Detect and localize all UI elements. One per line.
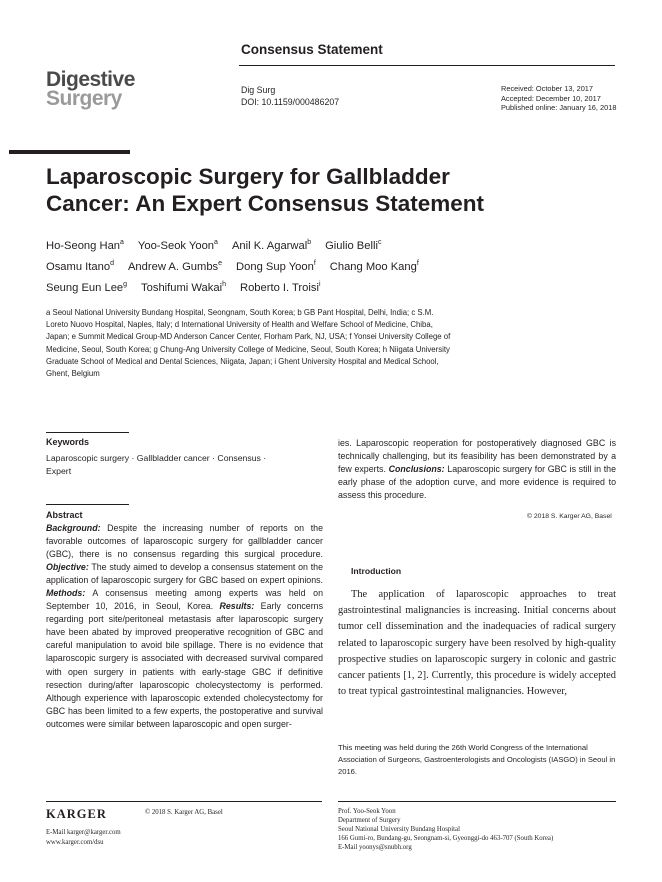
author-name: Anil K. Agarwal bbox=[231, 240, 308, 252]
continued-text: ies. Laparoscopic reoperation for postoperatively diagnosed GBC is technically challenging, but its feasibility has been demonstrated by a few experts. bbox=[338, 438, 616, 475]
author bbox=[232, 240, 311, 252]
journal-name: Dig Surg bbox=[241, 85, 276, 95]
corr-email[interactable]: E-Mail yoonys@snubh.org bbox=[338, 843, 412, 851]
logo-line2: Surgery bbox=[46, 87, 122, 110]
author-name: Seung Eun Lee bbox=[46, 282, 124, 294]
author-affiliation-marker: c bbox=[377, 239, 382, 246]
abstract-body bbox=[46, 522, 323, 731]
header-rule bbox=[239, 65, 615, 66]
objective-label: Objective: bbox=[46, 562, 89, 573]
abstract-copyright: © 2018 S. Karger AG, Basel bbox=[527, 513, 612, 520]
affiliations bbox=[46, 307, 618, 380]
keywords-text bbox=[46, 452, 321, 478]
author-affiliation-marker: f bbox=[313, 260, 316, 267]
affiliation-line: Ghent, Belgium bbox=[46, 369, 100, 379]
abstract-heading: Abstract bbox=[46, 510, 83, 520]
author bbox=[141, 282, 226, 294]
author-name: Roberto I. Troisi bbox=[239, 282, 319, 294]
doi[interactable]: DOI: 10.1159/000486207 bbox=[241, 97, 340, 107]
affiliation-line: Japan; e Summit Medical Group-MD Anderson Cancer Center, Florham Park, NJ, USA; f Yonsei University College of bbox=[46, 332, 451, 342]
author-name: Ho-Seong Han bbox=[46, 240, 121, 252]
author-name: Andrew A. Gumbs bbox=[127, 261, 219, 273]
publisher-contact bbox=[46, 828, 121, 847]
author-affiliation-marker: b bbox=[307, 239, 312, 246]
title-accent-bar bbox=[9, 150, 130, 154]
author-affiliation-marker: a bbox=[120, 239, 124, 246]
published-date: Published online: January 16, 2018 bbox=[501, 103, 617, 112]
title-line1: Laparoscopic Surgery for Gallbladder bbox=[46, 164, 450, 189]
results-label: Results: bbox=[219, 601, 255, 612]
author-affiliation-marker: e bbox=[218, 260, 223, 267]
conclusions-text: Laparoscopic surgery for GBC is still in the early phase of the adoption curve, and more evidence is required to assess this procedure. bbox=[338, 464, 616, 501]
journal-info bbox=[241, 84, 339, 108]
author-affiliation-marker: d bbox=[110, 260, 114, 267]
section-label: Consensus Statement bbox=[241, 42, 383, 57]
author-name: Osamu Itano bbox=[46, 261, 111, 273]
keywords-rule bbox=[46, 432, 129, 433]
article-title bbox=[46, 163, 616, 217]
author-affiliation-marker: f bbox=[416, 260, 419, 267]
author bbox=[138, 240, 218, 252]
author bbox=[46, 261, 114, 273]
publisher-copyright: © 2018 S. Karger AG, Basel bbox=[145, 809, 223, 816]
footer-rule-left bbox=[46, 801, 322, 802]
abstract-rule bbox=[46, 504, 129, 505]
author-affiliation-marker: a bbox=[214, 239, 218, 246]
logo-line1: Digestive bbox=[46, 68, 135, 91]
keywords-line1: Laparoscopic surgery · Gallbladder cancer · Consensus · bbox=[46, 453, 267, 463]
corr-name: Prof. Yoo-Seok Yoon bbox=[338, 808, 396, 815]
author bbox=[46, 282, 127, 294]
objective-text: The study aimed to develop a consensus statement on the application of laparoscopic surgery for GBC based on expert opinions. bbox=[46, 562, 323, 586]
abstract-body-continued bbox=[338, 437, 616, 502]
affiliation-line: Loreto Nuovo Hospital, Naples, Italy; d International University of Health and Welfare School of Medicine, Chiba, bbox=[46, 320, 433, 330]
methods-label: Methods: bbox=[46, 588, 86, 599]
author bbox=[325, 240, 381, 252]
title-line2: Cancer: An Expert Consensus Statement bbox=[46, 191, 485, 216]
methods-text: A consensus meeting among experts was held on September 10, 2016, in Seoul, Korea. bbox=[46, 588, 323, 612]
publisher-logo: KARGER bbox=[46, 807, 107, 821]
corr-dept: Department of Surgery bbox=[338, 816, 401, 824]
publisher-email[interactable]: E-Mail karger@karger.com bbox=[46, 829, 121, 836]
author-name: Giulio Belli bbox=[325, 240, 378, 252]
background-text: Despite the increasing number of reports on the favorable outcomes of laparoscopic surgery for gallbladder cancer (GBC), there is no consensus regarding this surgical procedure. bbox=[46, 523, 323, 560]
author-affiliation-marker: h bbox=[222, 281, 226, 288]
received-date: Received: October 13, 2017 bbox=[501, 84, 594, 93]
author-name: Dong Sup Yoon bbox=[236, 261, 314, 273]
publisher-web[interactable]: www.karger.com/dsu bbox=[46, 838, 104, 846]
keywords-heading: Keywords bbox=[46, 437, 90, 447]
author bbox=[240, 282, 321, 294]
introduction-text: The application of laparoscopic approaches to treat gastrointestinal malignancies is increasing. Initial concerns about tumor cell dissemination and the inadequacies of radical surgery related to laparoscopic surgery have been resolved by high-quality prospective studies on laparoscopic surgery in colonic and gastric cancer patients [1, 2]. Currently, this procedure is widely accepted to treat typical gastrointestinal malignancies. However, bbox=[338, 589, 616, 698]
affiliation-line: a Seoul National University Bundang Hospital, Seongnam, South Korea; b GB Pant Hospital, Delhi, India; c S.M. bbox=[46, 308, 434, 317]
article-dates bbox=[501, 84, 616, 113]
affiliation-line: Graduate School of Medical and Dental Sciences, Niigata, Japan; i Ghent University Hospital and Medical School, bbox=[46, 356, 439, 366]
author-name: Yoo-Seok Yoon bbox=[137, 240, 215, 252]
accepted-date: Accepted: December 10, 2017 bbox=[501, 93, 601, 103]
footer-rule-right bbox=[338, 801, 616, 802]
author-row bbox=[46, 236, 626, 257]
author-row bbox=[46, 278, 626, 299]
journal-logo bbox=[46, 70, 135, 109]
author bbox=[330, 261, 419, 273]
corr-addr: 166 Gumi-ro, Bundang-gu, Seongnam-si, Gyeonggi-do 463-707 (South Korea) bbox=[338, 834, 554, 842]
keywords-line2: Expert bbox=[46, 466, 72, 476]
author bbox=[236, 261, 316, 273]
corr-inst: Seoul National University Bundang Hospital bbox=[338, 825, 460, 833]
background-label: Background: bbox=[46, 523, 101, 533]
affiliation-line: Medicine, Seoul, South Korea; g Chung-Ang University College of Medicine, Seoul, South Korea; h Niigata University bbox=[46, 344, 450, 354]
meeting-footnote: This meeting was held during the 26th World Congress of the International Association of Surgeons, Gastroenterologists and Oncologists (IASGO) in Seoul in 2016. bbox=[338, 743, 616, 776]
results-text: Early concerns regarding port site/peritoneal metastasis after laparoscopic surgery have been abated by improved preoperative recognition of GBC and careful manipulation to avoid bile spillage. There is no evidence that laparoscopic surgery is associated with decreased survival compared with open surgery in patients with early-stage GBC if definitive resection during/after laparoscopic cholecystectomy is performed. Although experience with laparoscopic extended cholecystectomy for GBC has been limited to a few experts, the postoperative and survival outcomes were similar between laparoscopic and open surger- bbox=[46, 601, 323, 729]
introduction-heading: Introduction bbox=[351, 566, 402, 576]
author-list bbox=[46, 236, 626, 299]
author-name: Toshifumi Wakai bbox=[141, 282, 223, 294]
author bbox=[46, 240, 124, 252]
author-affiliation-marker: g bbox=[123, 281, 128, 288]
author-row bbox=[46, 257, 626, 278]
conclusions-label: Conclusions: bbox=[388, 464, 445, 475]
correspondence bbox=[338, 808, 553, 853]
author-affiliation-marker: i bbox=[318, 281, 321, 288]
author bbox=[128, 261, 222, 273]
author-name: Chang Moo Kang bbox=[329, 261, 417, 273]
